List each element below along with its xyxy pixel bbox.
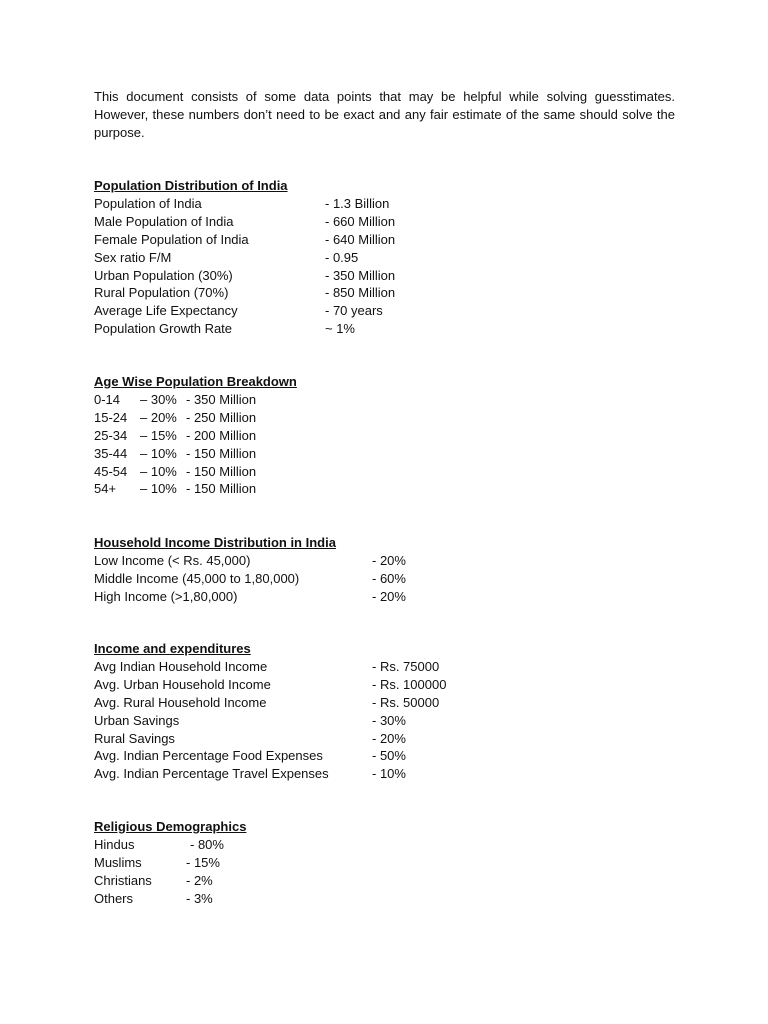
- row-label: Avg. Indian Percentage Travel Expenses: [94, 766, 329, 782]
- age-value: - 200 Million: [186, 427, 257, 443]
- age-value: - 250 Million: [186, 409, 257, 425]
- age-range: 54+: [94, 481, 117, 497]
- population-row: [94, 284, 396, 302]
- income-row: [94, 658, 440, 676]
- age-section: [94, 373, 297, 498]
- age-range: 15-24: [94, 409, 128, 425]
- income-row: [94, 712, 406, 730]
- row-value: - 640 Million: [325, 231, 396, 247]
- row-value: - Rs. 50000: [372, 694, 440, 710]
- household-row: [94, 570, 406, 588]
- religion-row: [94, 890, 246, 908]
- row-value: - 30%: [372, 712, 406, 728]
- row-label: Rural Population (70%): [94, 285, 229, 301]
- row-label: Population Growth Rate: [94, 321, 233, 337]
- population-row: [94, 302, 383, 320]
- row-label: Avg Indian Household Income: [94, 659, 268, 674]
- row-label: Muslims: [94, 854, 142, 870]
- row-value: ~ 1%: [325, 321, 355, 337]
- row-value: - 60%: [372, 570, 406, 586]
- income-row: [94, 747, 406, 765]
- religion-section: [94, 818, 246, 908]
- income-row: [94, 676, 447, 694]
- row-value: - 2%: [186, 872, 213, 888]
- age-range: 25-34: [94, 427, 128, 443]
- age-value: - 350 Million: [186, 392, 257, 407]
- population-row: [94, 195, 390, 213]
- row-value: - 20%: [372, 730, 406, 746]
- age-percent: – 15%: [140, 427, 177, 443]
- row-value: - Rs. 100000: [372, 676, 447, 692]
- row-value: - 350 Million: [325, 267, 396, 283]
- population-row: [94, 320, 355, 338]
- age-percent: – 20%: [140, 409, 177, 425]
- row-value: - 3%: [186, 890, 213, 906]
- religion-row: [94, 836, 246, 854]
- row-value: - 15%: [186, 854, 220, 870]
- age-value: - 150 Million: [186, 445, 257, 461]
- row-label: Avg. Rural Household Income: [94, 694, 267, 710]
- row-label: Average Life Expectancy: [94, 303, 238, 319]
- row-label: High Income (>1,80,000): [94, 588, 238, 604]
- income-expenditure-heading: Income and expenditures: [94, 641, 251, 656]
- row-value: - 1.3 Billion: [325, 196, 390, 211]
- row-value: - 80%: [190, 837, 224, 852]
- row-label: Christians: [94, 872, 152, 888]
- age-row: [94, 463, 297, 481]
- age-heading: Age Wise Population Breakdown: [94, 374, 297, 389]
- age-percent: – 10%: [140, 481, 177, 497]
- row-label: Female Population of India: [94, 231, 249, 247]
- row-value: - 20%: [372, 588, 406, 604]
- population-heading: Population Distribution of India: [94, 178, 288, 193]
- age-percent: – 10%: [140, 463, 177, 479]
- row-value: - 20%: [372, 553, 406, 568]
- age-row: [94, 445, 297, 463]
- age-value: - 150 Million: [186, 463, 257, 479]
- population-section: [94, 177, 396, 338]
- household-row: [94, 588, 406, 606]
- religion-row: [94, 872, 246, 890]
- row-label: Urban Savings: [94, 712, 180, 728]
- income-row: [94, 765, 406, 783]
- intro-paragraph: This document consists of some data points that may be helpful while solving guesstimates. However, these numbers don’t need to be exact and any fair estimate of the same should solve the purpose.: [94, 89, 675, 140]
- row-value: - 850 Million: [325, 285, 396, 301]
- religion-row: [94, 854, 246, 872]
- population-row: [94, 267, 396, 285]
- age-percent: – 10%: [140, 445, 177, 461]
- age-range: 0-14: [94, 392, 121, 407]
- income-expenditure-section: [94, 640, 447, 783]
- age-value: - 150 Million: [186, 481, 257, 497]
- age-row: [94, 480, 297, 498]
- age-row: [94, 391, 297, 409]
- age-range: 35-44: [94, 445, 128, 461]
- row-label: Avg. Urban Household Income: [94, 676, 271, 692]
- population-row: [94, 231, 396, 249]
- population-row: [94, 249, 359, 267]
- household-income-section: [94, 534, 406, 606]
- row-value: - 0.95: [325, 249, 359, 265]
- age-row: [94, 427, 297, 445]
- row-value: - 70 years: [325, 303, 383, 319]
- row-label: Male Population of India: [94, 213, 234, 229]
- age-range: 45-54: [94, 463, 128, 479]
- age-percent: – 30%: [140, 392, 177, 407]
- row-label: Middle Income (45,000 to 1,80,000): [94, 570, 300, 586]
- row-value: - 10%: [372, 766, 406, 782]
- row-value: - Rs. 75000: [372, 659, 440, 674]
- household-income-heading: Household Income Distribution in India: [94, 535, 336, 550]
- row-label: Sex ratio F/M: [94, 249, 172, 265]
- religion-heading: Religious Demographics: [94, 819, 247, 834]
- income-row: [94, 730, 406, 748]
- row-label: Rural Savings: [94, 730, 175, 746]
- row-label: Urban Population (30%): [94, 267, 233, 283]
- age-row: [94, 409, 297, 427]
- population-row: [94, 213, 396, 231]
- row-label: Population of India: [94, 196, 202, 211]
- household-row: [94, 552, 406, 570]
- row-label: Hindus: [94, 837, 135, 852]
- row-label: Others: [94, 890, 134, 906]
- row-label: Avg. Indian Percentage Food Expenses: [94, 748, 323, 764]
- income-row: [94, 694, 440, 712]
- row-label: Low Income (< Rs. 45,000): [94, 553, 251, 568]
- row-value: - 50%: [372, 748, 406, 764]
- row-value: - 660 Million: [325, 213, 396, 229]
